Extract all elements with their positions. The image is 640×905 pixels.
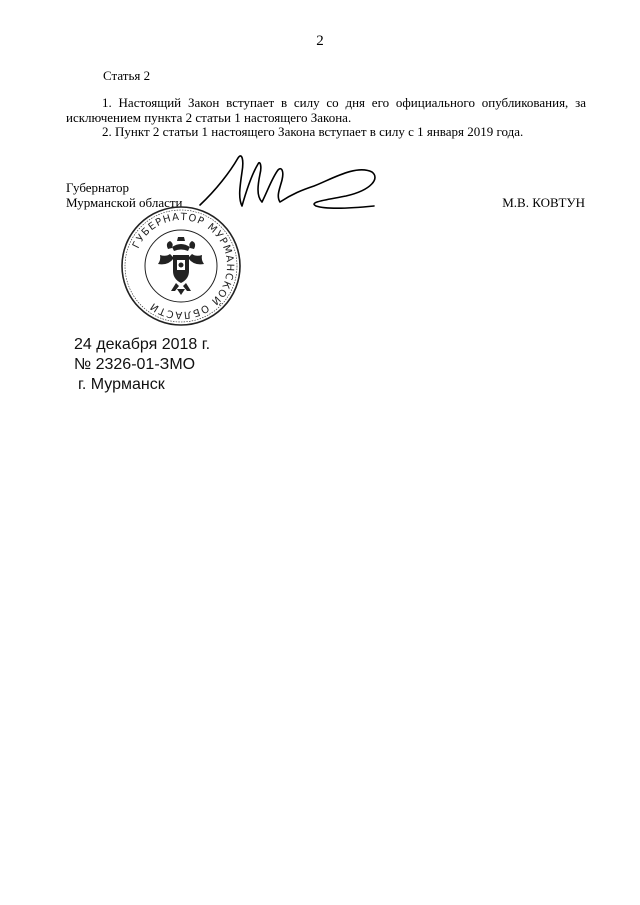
signer-name: М.В. КОВТУН [502,195,585,210]
act-info [74,335,210,395]
page-number: 2 [316,33,324,49]
act-date: 24 декабря 2018 г. [74,336,211,353]
signer-title-line-2: Мурманской области [66,195,183,210]
handwritten-signature [196,150,386,220]
seal-text: ГУБЕРНАТОР МУРМАНСКОЙ ОБЛАСТИ [130,211,236,321]
article-paragraph-1 [66,95,586,125]
official-seal [120,205,242,327]
paragraph-2-text: 2. Пункт 2 статьи 1 настоящего Закона вступает в силу с 1 января 2019 года. [102,124,524,139]
act-number: № 2326-01-ЗМО [74,356,196,373]
act-place: г. Мурманск [78,376,165,393]
article-paragraph-2 [66,124,586,139]
article-title: Статья 2 [103,68,151,83]
signer-title-line-1: Губернатор [66,180,129,195]
paragraph-1-text: 1. Настоящий Закон вступает в силу со дня его официального опубликования, за исключением пункта 2 статьи 1 настоящего Закона. [66,95,586,125]
